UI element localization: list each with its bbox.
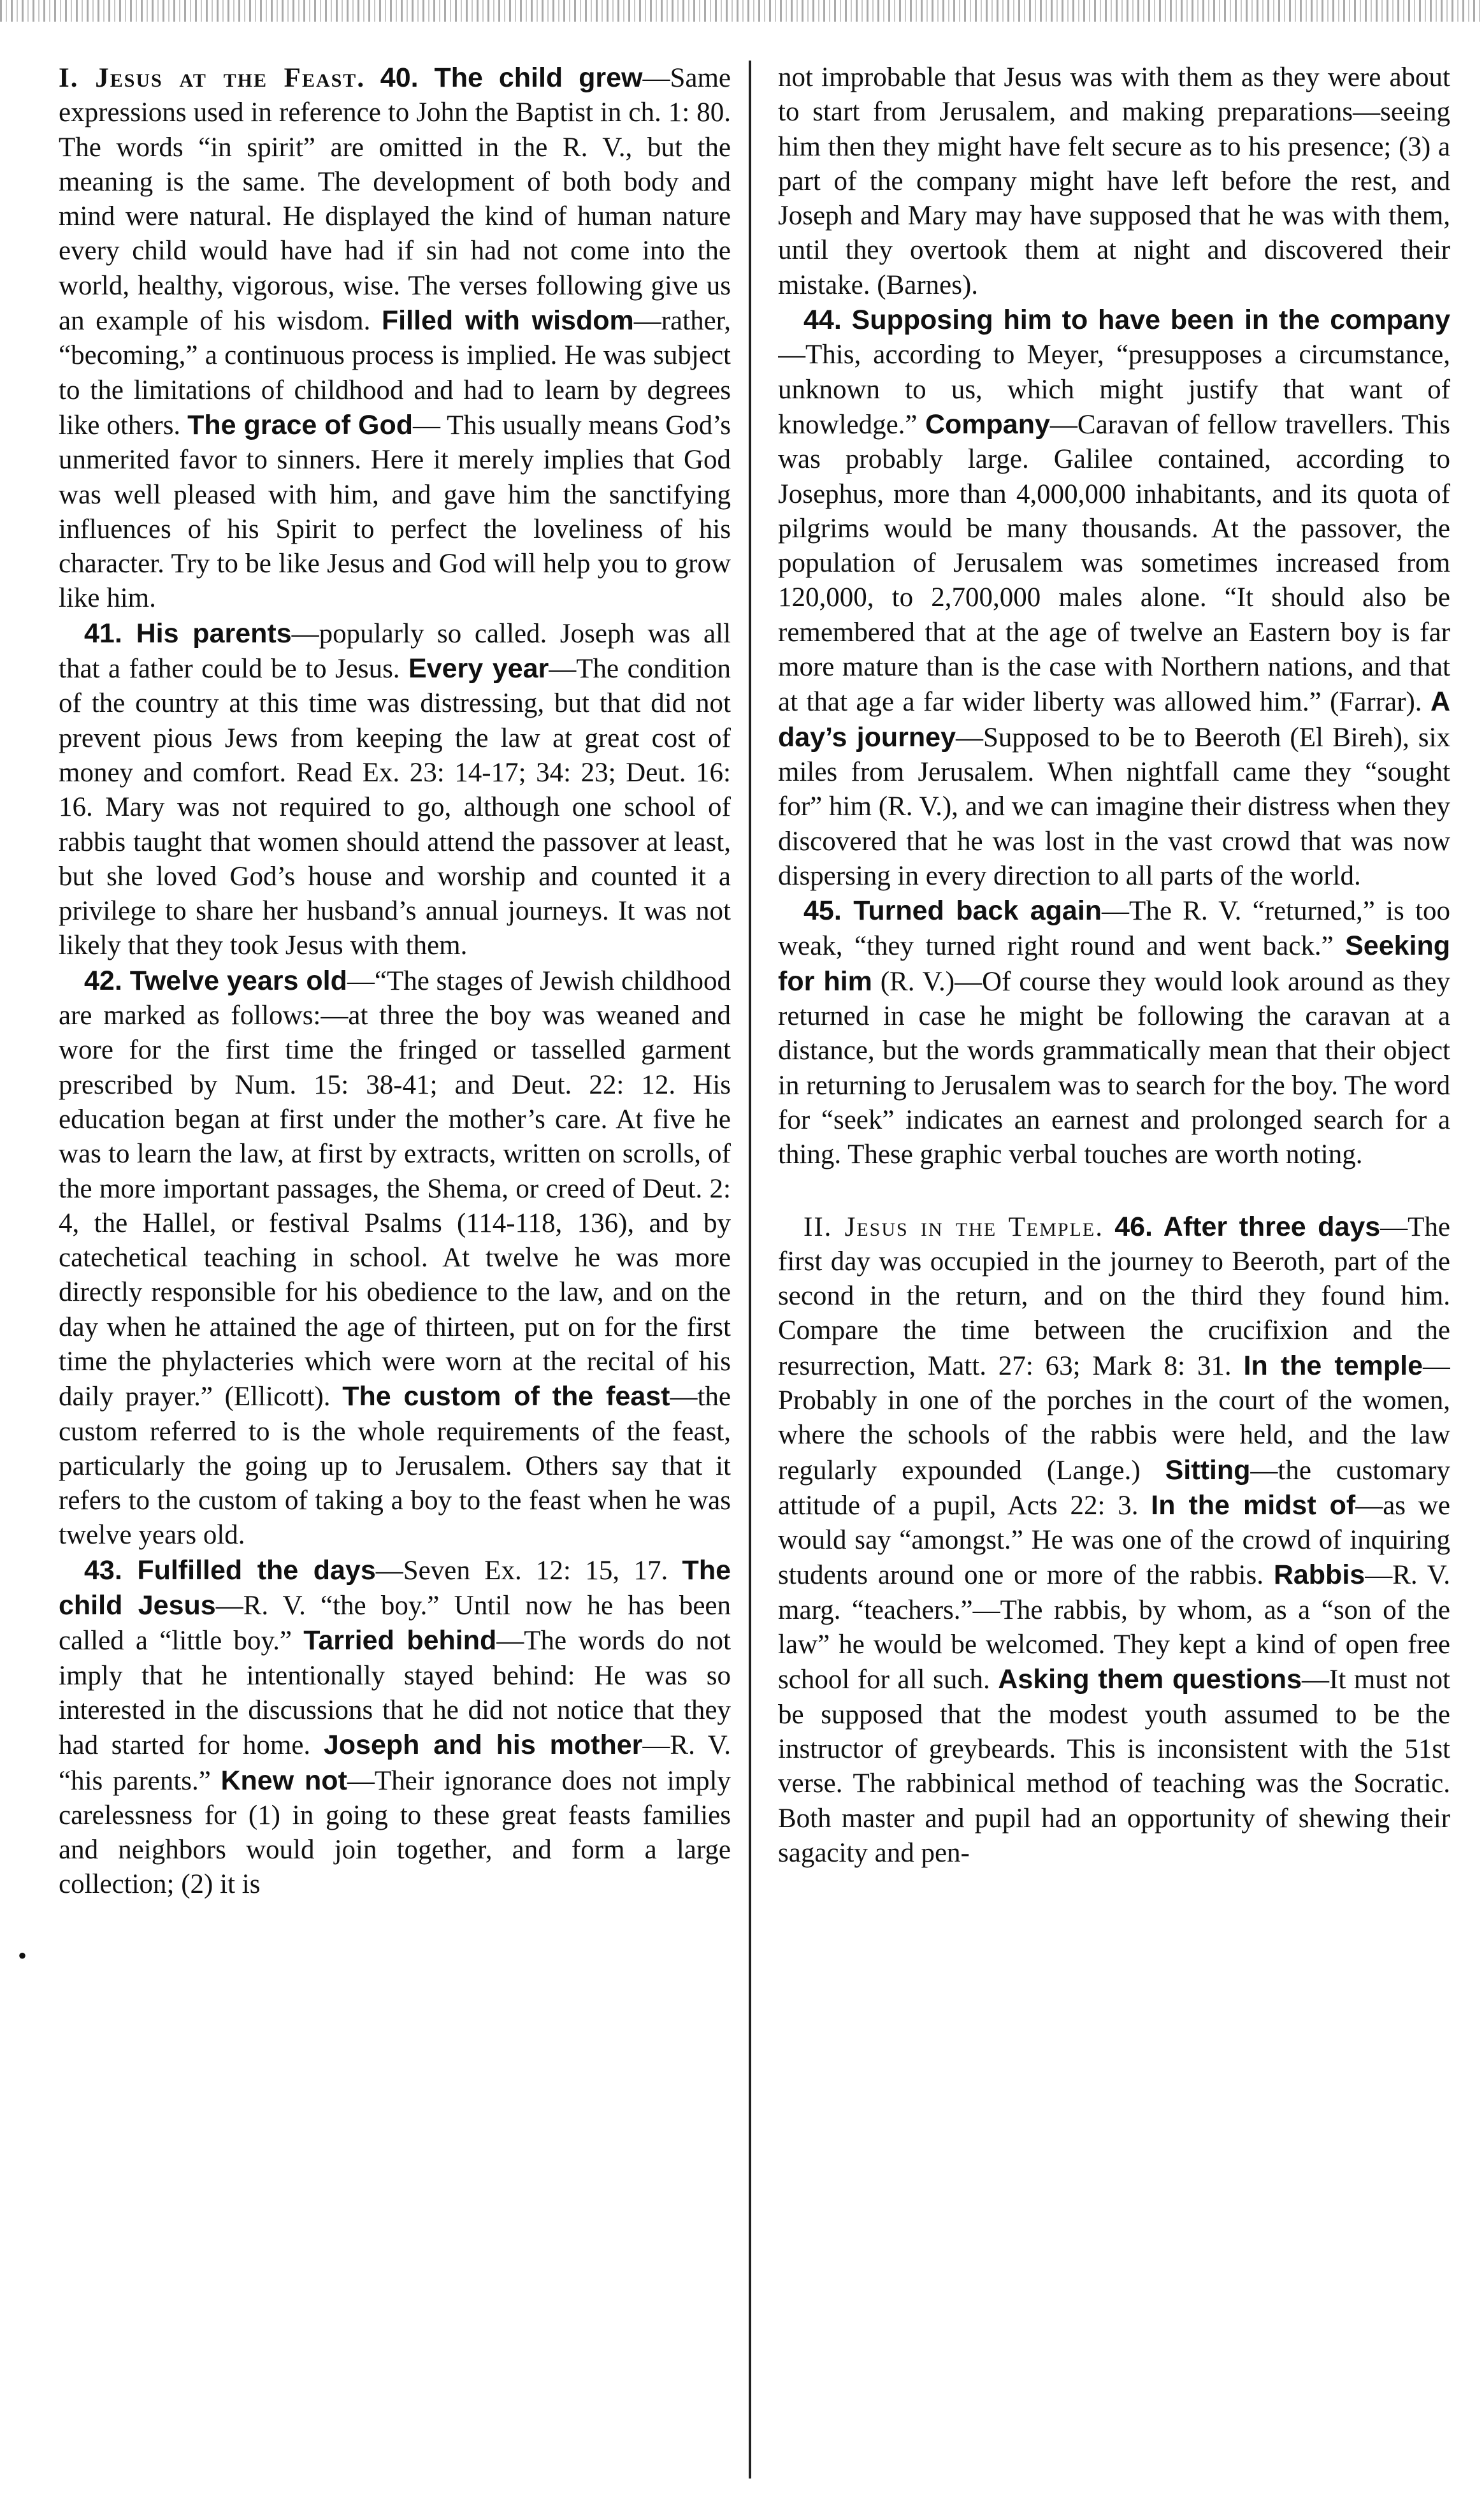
term-heading: Knew not <box>220 1765 347 1796</box>
text-run: —This, according to Meyer, “presupposes a circumstance, unknown to us, which might justify that want of knowledge.” <box>778 340 1450 440</box>
term-heading: The custom of the feast <box>342 1381 670 1412</box>
text-run <box>1104 1212 1114 1242</box>
text-run: —the custom referred to is the whole requirements of the feast, particularly the going up to Jerusalem. Others say that it refers to the custom of taking a boy to the feast when he was twelve years old. <box>59 1382 731 1551</box>
verse-number: 41. <box>84 618 122 649</box>
term-heading: Filled with wisdom <box>381 305 634 337</box>
margin-dot: • <box>18 1941 27 1970</box>
two-column-text <box>59 61 1453 2479</box>
term-heading: Sitting <box>1165 1454 1251 1486</box>
term-heading: The child grew <box>418 62 643 93</box>
paragraph-verse-43 <box>59 1553 731 1902</box>
left-column <box>59 61 731 2479</box>
column-divider <box>749 61 751 2479</box>
section-heading: II. Jesus in the Temple. <box>803 1212 1104 1242</box>
paragraph-verse-45 <box>778 894 1450 1172</box>
term-heading: A day’s journey <box>778 686 1450 753</box>
text-run: —“The stages of Jewish childhood are marked as follows:—at three the boy was weaned and wore for the first time the fringed or tasselled garment prescribed by Num. 15: 38-41; and Deut. 22: 12. His education began at first under the mother’s care. At five he was to learn the law, at first by extracts, written on scrolls, of the more important passages, the Shema, or creed of Deut. 2: 4, the Hallel, or festival Psalms (114-118, 136), and by catechetical teaching in school. At twelve he was more directly responsible for his obedience to the law, and on the day when he attained the age of thirteen, put on for the first time the phylacteries which were worn at the recital of his daily prayer.” (Ellicott). <box>59 966 731 1412</box>
text-run <box>365 63 380 93</box>
text-run: not improbable that Jesus was with them as they were about to start from Jerusalem, and making preparations—seeing him then they might have felt secure as to his presence; (3) a part of the company might have left before the rest, and Joseph and Mary may have supposed that he was with them, until they overtook them at night and discovered their mistake. (Barnes). <box>778 62 1450 300</box>
text-run: —rather, “becoming,” a continuous process is implied. He was subject to the limitations of childhood and had to learn by degrees like others. <box>59 306 731 440</box>
paragraph-verse-46 <box>778 1210 1450 1871</box>
right-column <box>778 61 1450 2479</box>
term-heading: Company <box>925 409 1050 440</box>
term-heading: Every year <box>408 653 549 684</box>
text-run: —The R. V. “returned,” is too weak, “they turned right round and went back.” <box>778 896 1450 962</box>
paragraph-verse-41 <box>59 616 731 964</box>
verse-number: 40. <box>380 62 419 93</box>
text-run: —Same expressions used in reference to John the Baptist in ch. 1: 80. The words “in spirit” are omitted in the R. V., but the meaning is the same. The development of both body and mind were natural. He displayed the kind of human nature every child would have had if sin had not come into the world, healthy, vigorous, wise. The verses following give us an example of his wisdom. <box>59 63 731 337</box>
text-run: —Their ignorance does not imply carelessness for (1) in going to these great feasts families and neighbors would join together, and form a large collection; (2) it is <box>59 1765 731 1900</box>
text-run: —R. V. marg. “teachers.”—The rabbis, by whom, as a “son of the law” he would be welcomed. They kept a kind of open free school for all such. <box>778 1560 1450 1695</box>
text-run: —The first day was occupied in the journey to Beeroth, part of the second in the return, and on the third they found him. Compare the time between the crucifixion and the resurrection, Matt. 27: 63; Mark 8: 31. <box>778 1212 1450 1381</box>
term-heading: His parents <box>122 618 292 649</box>
verse-number: 46. <box>1114 1211 1153 1242</box>
text-run: —The words do not imply that he intentionally stayed behind: He was so interested in the discussions that he did not notice that they had started for home. <box>59 1626 731 1761</box>
text-run: —the customary attitude of a pupil, Acts 22: 3. <box>778 1455 1450 1521</box>
term-heading: Fulfilled the days <box>122 1554 376 1586</box>
section-gap <box>778 1173 1450 1210</box>
text-run: —as we would say “amongst.” He was one of the crowd of inquiring students around one or more of the rabbis. <box>778 1490 1450 1591</box>
text-run: —Seven Ex. 12: 15, 17. <box>375 1555 682 1586</box>
term-heading: Supposing him to have been in the company <box>841 305 1450 336</box>
verse-number: 42. <box>84 965 122 996</box>
scanned-page-edge <box>0 0 1484 22</box>
term-heading: Tarried behind <box>303 1625 497 1656</box>
term-heading: Turned back again <box>841 895 1102 927</box>
paragraph-verse-42 <box>59 964 731 1553</box>
verse-number: 44. <box>803 305 842 336</box>
text-run: —Probably in one of the porches in the court of the women, where the schools of the rabbis were held, and the law regularly expounded (Lange.) <box>778 1350 1450 1486</box>
term-heading: The grace of God <box>187 409 414 440</box>
term-heading: In the temple <box>1243 1350 1423 1381</box>
verse-number: 43. <box>84 1554 122 1586</box>
text-run: —R. V. “the boy.” Until now he has been called a “little boy.” <box>59 1591 731 1656</box>
term-heading: Twelve years old <box>122 965 347 996</box>
text-run: —It must not be supposed that the modest youth assumed to be the instructor of greybeards. This is inconsistent with the 51st verse. The rabbinical method of teaching was the Socratic. Both master and pupil had an opportunity of shewing their sagacity and pen- <box>778 1665 1450 1868</box>
text-run: —Caravan of fellow travellers. This was probably large. Galilee contained, according to Josephus, more than 4,000,000 inhabitants, and its quota of pilgrims would be many thousands. At the passover, the population of Jerusalem was sometimes increased from 120,000, to 2,700,000 males alone. “It should also be remembered that at the age of twelve an Eastern boy is far more mature than is the case with Northern nations, and that at that age a far wider liberty was allowed him.” (Farrar). <box>778 409 1450 718</box>
term-heading: Seeking for him <box>778 930 1450 997</box>
section-heading: I. Jesus at the Feast. <box>59 63 366 93</box>
text-run: —R. V. “his parents.” <box>59 1730 731 1796</box>
term-heading: Joseph and his mother <box>323 1730 643 1761</box>
text-run: —popularly so called. Joseph was all that a father could be to Jesus. <box>59 618 731 684</box>
term-heading: After three days <box>1152 1211 1381 1242</box>
verse-number: 45. <box>803 895 842 927</box>
text-run: — This usually means God’s unmerited favor to sinners. Here it merely implies that God was well pleased with him, and gave him the sanctifying influences of his Spirit to perfect the loveliness of his character. Try to be like Jesus and God will help you to grow like him. <box>59 410 731 614</box>
paragraph-verse-40 <box>59 61 731 616</box>
text-run: —Supposed to be to Beeroth (El Bireh), six miles from Jerusalem. When nightfall came they “sought for” him (R. V.), and we can imagine their distress when they discovered that he was lost in the vast crowd that was now dispersing in every direction to all parts of the world. <box>778 722 1450 891</box>
text-run: (R. V.)—Of course they would look around as they returned in case he might be following the caravan at a distance, but the words grammatically mean that their object in returning to Jerusalem was to search for the boy. The word for “seek” indicates an earnest and prolonged search for a thing. These graphic verbal touches are worth noting. <box>778 966 1450 1170</box>
text-run: —The condition of the country at this time was distressing, but that did not prevent pious Jews from keeping the law at great cost of money and comfort. Read Ex. 23: 14-17; 34: 23; Deut. 16: 16. Mary was not required to go, although one school of rabbis taught that women should attend the passover at least, but she loved God’s house and worship and counted it a privilege to share her husband’s annual journeys. It was not likely that they took Jesus with them. <box>59 654 731 961</box>
paragraph-verse-44 <box>778 303 1450 894</box>
term-heading: Asking them questions <box>998 1664 1302 1695</box>
term-heading: In the midst of <box>1151 1489 1356 1521</box>
paragraph-verse-43-continued <box>778 61 1450 303</box>
term-heading: The child Jesus <box>59 1554 731 1621</box>
term-heading: Rabbis <box>1273 1560 1365 1591</box>
